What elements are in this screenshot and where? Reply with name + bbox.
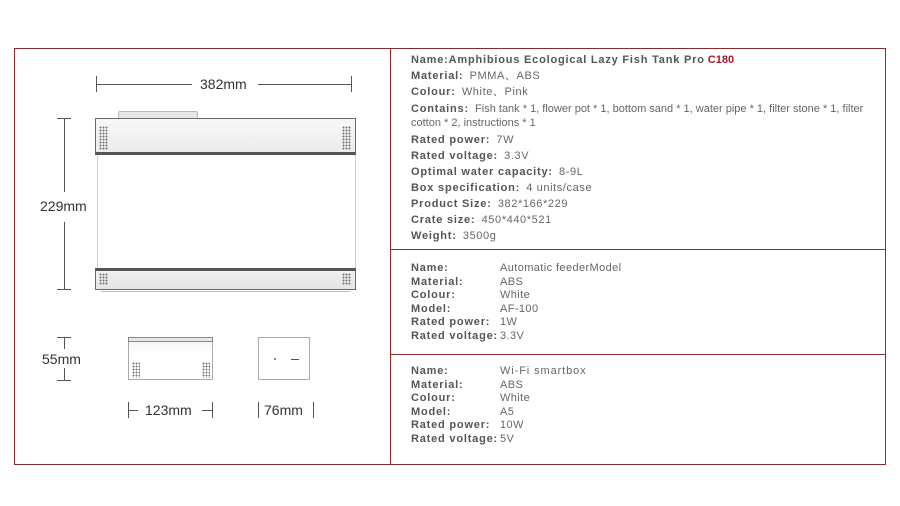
tank-spec-row: Rated power: 7W: [411, 134, 515, 146]
feeder-dim-line-left: [128, 410, 138, 411]
row-divider-feeder: [390, 249, 886, 250]
smartbox-dim-tick-left: [258, 402, 259, 418]
speaker-grille-bottom-left: [99, 273, 108, 285]
column-divider: [390, 48, 391, 465]
tank-model-code: C180: [707, 54, 735, 66]
tank-bottom-band: [95, 268, 356, 290]
smartbox-spec-row: Colour: White: [411, 392, 531, 404]
speaker-grille-bottom-right: [342, 273, 351, 285]
feeder-spec-row: Name: Automatic feederModel: [411, 262, 622, 274]
tank-spec-row: Contains: Fish tank * 1, flower pot * 1, bottom sand * 1, water pipe * 1, filter stone * 1, filter cotton * 2, instructions * 1: [411, 103, 864, 129]
feeder-illustration: [128, 337, 213, 380]
tank-name-key: Name:: [411, 54, 449, 66]
tank-spec-row: Box specification: 4 units/case: [411, 182, 593, 194]
width-dim-label: 382mm: [200, 76, 247, 92]
feeder-grille-right: [202, 362, 210, 378]
feeder-spec-row: Model: AF-100: [411, 302, 539, 315]
height-dim-line-top: [64, 118, 65, 192]
tank-spec-block: [411, 52, 881, 244]
feeder-top-rim: [128, 337, 213, 342]
smartbox-spec-row: Rated voltage: 5V: [411, 432, 515, 445]
feeder-width-label: 123mm: [145, 402, 192, 418]
feeder-spec-row: Rated power: 1W: [411, 316, 518, 328]
width-dim-line-left: [96, 84, 192, 85]
tank-spec-row: Material: PMMA、ABS: [411, 70, 541, 82]
accessory-dim-tick-bottom: [57, 380, 71, 381]
row-divider-smartbox: [390, 354, 886, 355]
feeder-spec-block: [411, 262, 881, 346]
width-dim-tick-right: [351, 76, 352, 92]
height-dim-line-bottom: [64, 222, 65, 289]
accessory-dim-line-top: [64, 337, 65, 349]
tank-spec-row: Product Size: 382*166*229: [411, 198, 569, 210]
tank-top-band: [95, 118, 356, 155]
smartbox-spec-row: Rated power: 10W: [411, 419, 524, 431]
tank-name-value: Amphibious Ecological Lazy Fish Tank Pro: [448, 54, 705, 66]
width-dim-line-right: [258, 84, 351, 85]
feeder-grille-left: [132, 362, 140, 378]
smartbox-width-label: 76mm: [264, 402, 303, 418]
smartbox-spec-row: Model: A5: [411, 405, 515, 418]
feeder-spec-row: Material: ABS: [411, 275, 524, 288]
height-dim-label: 229mm: [40, 198, 87, 214]
accessory-dim-line-bottom: [64, 368, 65, 380]
smartbox-spec-row: Material: ABS: [411, 378, 524, 391]
feeder-dim-tick-right: [212, 402, 213, 418]
feeder-spec-row: Colour: White: [411, 289, 531, 301]
speaker-grille-top-left: [99, 126, 108, 150]
speaker-grille-top-right: [342, 126, 351, 150]
feeder-dim-line-right: [202, 410, 212, 411]
tank-base-shadow: [101, 291, 350, 292]
height-dim-tick-bottom: [57, 289, 71, 290]
smartbox-indicator-bar: [291, 359, 299, 360]
tank-glass-body: [97, 155, 356, 268]
accessory-height-label: 55mm: [42, 351, 81, 367]
tank-spec-row: Crate size: 450*440*521: [411, 214, 552, 226]
smartbox-spec-row: Name: Wi-Fi smartbox: [411, 365, 587, 377]
tank-spec-row: Weight: 3500g: [411, 230, 497, 242]
tank-spec-row: Rated voltage: 3.3V: [411, 150, 530, 162]
tank-spec-row: Optimal water capacity: 8-9L: [411, 166, 584, 178]
tank-spec-row: Colour: White、Pink: [411, 86, 529, 98]
tank-name-row: [411, 52, 881, 68]
smartbox-spec-block: [411, 365, 881, 449]
smartbox-indicator-dot: [274, 358, 276, 360]
feeder-spec-row: Rated voltage: 3.3V: [411, 329, 525, 342]
smartbox-dim-tick-right: [313, 402, 314, 418]
smartbox-illustration: [258, 337, 310, 380]
